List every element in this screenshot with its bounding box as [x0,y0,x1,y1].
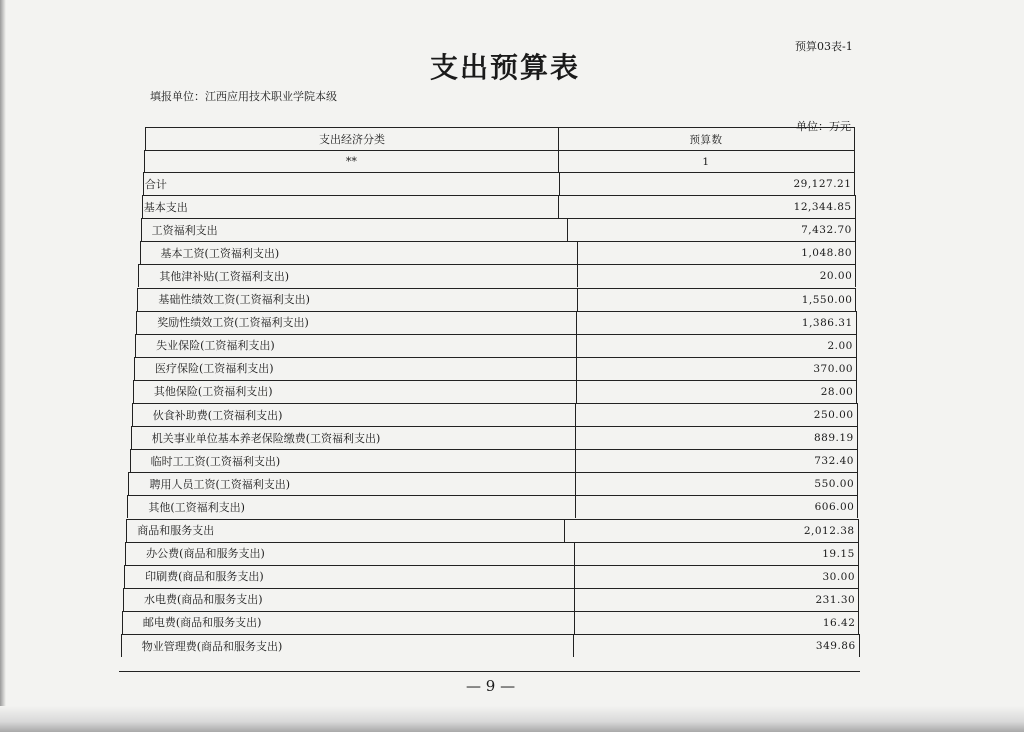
table-row [142,195,856,218]
table-bottom-border [119,671,860,672]
table-row [137,288,856,311]
table-row [125,542,859,565]
row-amount: 606.00 [814,501,855,514]
table-row [136,311,856,334]
row-category: 水电费(商品和服务支出) [124,589,575,611]
subheader-amount: 1 [702,155,710,168]
table-row [140,241,857,264]
table-row [133,380,857,403]
row-category: 商品和服务支出 [127,520,565,542]
row-category: 印刷费(商品和服务支出) [125,566,575,588]
table-row [131,426,858,449]
row-amount: 889.19 [813,432,854,445]
row-amount: 12,344.85 [793,201,852,214]
row-category: 邮电费(商品和服务支出) [123,612,575,634]
page-bottom-shadow [0,706,1024,732]
header-category: 支出经济分类 [146,128,559,150]
row-category: 基础性绩效工资(工资福利支出) [138,289,577,311]
row-category: 机关事业单位基本养老保险缴费(工资福利支出) [132,427,577,449]
page-number: — 9 — [466,677,516,695]
row-category: 奖励性绩效工资(工资福利支出) [137,312,577,334]
table-row [127,495,858,518]
row-category: 医疗保险(工资福利支出) [135,358,577,380]
row-category: 其他津补贴(工资福利支出) [139,265,577,287]
table-row [122,611,860,634]
table-row [124,565,859,588]
table-row [130,449,858,472]
table-subheader-row [144,150,855,172]
row-category: 办公费(商品和服务支出) [126,543,575,565]
reporting-unit: 填报单位：江西应用技术职业学院本级 [150,90,337,103]
table-number: 预算03表-1 [795,40,853,53]
row-amount: 20.00 [819,270,853,283]
row-amount: 29,127.21 [793,178,852,191]
row-amount: 30.00 [822,570,856,583]
row-category: 伙食补助费(工资福利支出) [133,404,577,426]
money-unit: 单位：万元 [796,120,851,133]
row-category: 合计 [144,173,560,195]
table-row [141,218,856,241]
table-row [138,264,856,287]
table-row [123,588,859,611]
row-category: 工资福利支出 [142,219,569,241]
table-row [143,172,856,195]
row-category: 失业保险(工资福利支出) [136,335,577,357]
row-amount: 1,386.31 [801,316,853,329]
table-row [121,634,860,657]
row-amount: 2,012.38 [803,524,855,537]
row-amount: 550.00 [814,478,855,491]
table-row [126,519,858,542]
table-row [132,403,858,426]
row-category: 其他(工资福利支出) [128,496,575,518]
row-amount: 1,550.00 [801,293,853,306]
row-category: 基本工资(工资福利支出) [141,242,578,264]
row-category: 物业管理费(商品和服务支出) [122,635,575,657]
row-amount: 28.00 [820,385,854,398]
header-amount: 预算数 [689,133,723,146]
row-amount: 370.00 [813,362,854,375]
row-amount: 250.00 [813,409,854,422]
row-amount: 349.86 [815,640,856,653]
row-amount: 732.40 [814,455,854,468]
row-amount: 16.42 [822,616,856,629]
row-amount: 19.15 [822,547,855,560]
page-title: 支出预算表 [429,51,580,84]
row-amount: 2.00 [827,339,853,352]
table-row [134,357,857,380]
row-amount: 1,048.80 [801,247,853,260]
table-header-row [145,127,855,150]
row-category: 聘用人员工资(工资福利支出) [129,473,575,495]
row-category: 其他保险(工资福利支出) [134,381,577,403]
row-category: 基本支出 [143,196,560,218]
table-row [135,334,857,357]
row-category: 临时工工资(工资福利支出) [131,450,576,472]
row-amount: 231.30 [815,593,856,606]
table-row [128,472,858,495]
row-amount: 7,432.70 [801,224,852,237]
subheader-category: ** [145,151,559,172]
